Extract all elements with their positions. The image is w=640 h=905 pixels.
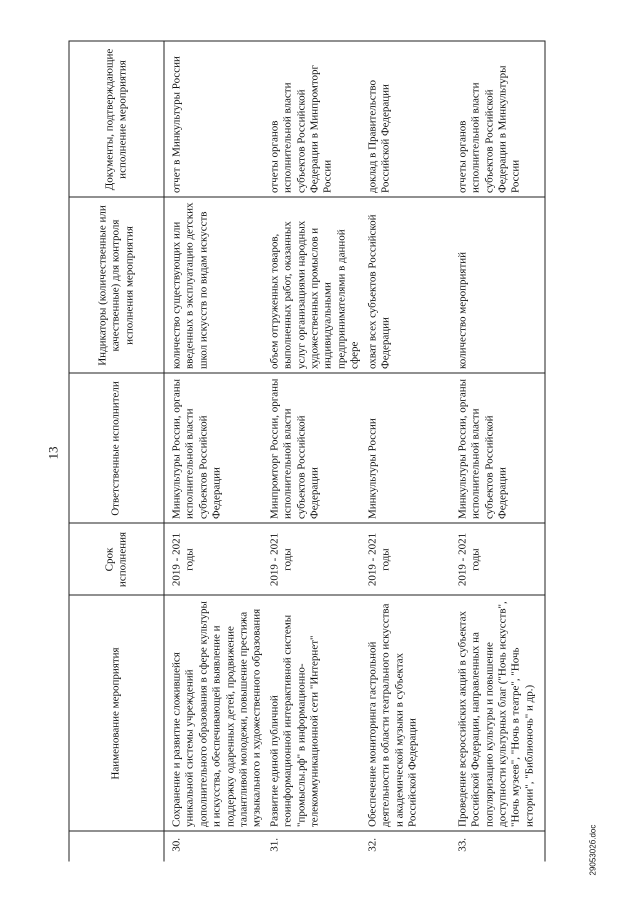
measure-documents: отчеты органов исполнительной власти субъектов Российской Федерации в Минкультуры России [454, 41, 545, 197]
header-executors: Ответственные исполнители [69, 373, 164, 523]
document-footer: 2905302б.doc [588, 824, 598, 875]
measure-indicators: количество мероприятий [454, 197, 545, 373]
table-row [364, 41, 454, 861]
header-term: Срок исполнения [69, 523, 164, 595]
measure-indicators: количество существующих или введенных в эксплуатацию детских школ искусств по видам искусств [164, 197, 266, 373]
measure-name: Развитие единой публичной геоинформационной интерактивной системы "промыслы.рф" в информационно-телекоммуникационной сети "Интернет" [266, 595, 364, 831]
measures-table [68, 41, 545, 862]
row-number: 30. [164, 831, 266, 861]
measure-indicators: охват всех субъектов Российской Федерации [364, 197, 454, 373]
table-row [266, 41, 364, 861]
measure-term: 2019 - 2021 годы [364, 523, 454, 595]
measure-name: Проведение всероссийских акций в субъектах Российской Федерации, направленных на популяризацию культуры и повышение доступности культурных благ ("Ночь искусств", "Ночь музеев", "Ночь в театре", "Ночь истории", "Библионочь" и др.) [454, 595, 545, 831]
header-name: Наименование мероприятия [69, 595, 164, 831]
header-indicators: Индикаторы (количественные или качественные) для контроля исполнения мероприятия [69, 197, 164, 373]
table-header-row [69, 41, 164, 861]
measure-term: 2019 - 2021 годы [454, 523, 545, 595]
measure-term: 2019 - 2021 годы [266, 523, 364, 595]
table-row [454, 41, 545, 861]
measure-executors: Минкультуры России, органы исполнительной власти субъектов Российской Федерации [164, 373, 266, 523]
measure-indicators: объем отгруженных товаров, выполненных работ, оказанных услуг организациями народных художественных промыслов и индивидуальными предпринимателями в данной сфере [266, 197, 364, 373]
rotated-page [42, 30, 598, 875]
table-row [164, 41, 266, 861]
measure-executors: Минпромторг России, органы исполнительной власти субъектов Российской Федерации [266, 373, 364, 523]
measure-documents: отчеты органов исполнительной власти субъектов Российской Федерации в Минпромторг России [266, 41, 364, 197]
header-number [69, 831, 164, 861]
measure-executors: Минкультуры России, органы исполнительной власти субъектов Российской Федерации [454, 373, 545, 523]
page-number: 13 [45, 446, 60, 459]
measure-name: Сохранение и развитие сложившейся уникальной системы учреждений дополнительного образования в сфере культуры и искусства, обеспечивающей выявление и поддержку одаренных детей, продвижение талантливой молодежи, повышение престижа музыкального и художественного образования [164, 595, 266, 831]
measure-executors: Минкультуры России [364, 373, 454, 523]
measure-documents: доклад в Правительство Российской Федерации [364, 41, 454, 197]
row-number: 32. [364, 831, 454, 861]
row-number: 31. [266, 831, 364, 861]
measure-documents: отчет в Минкультуры России [164, 41, 266, 197]
row-number: 33. [454, 831, 545, 861]
measure-name: Обеспечение мониторинга гастрольной деятельности в области театрального искусства и академической музыки в субъектах Российской Федерации [364, 595, 454, 831]
header-documents: Документы, подтверждающие исполнение мероприятия [69, 41, 164, 197]
measure-term: 2019 - 2021 годы [164, 523, 266, 595]
